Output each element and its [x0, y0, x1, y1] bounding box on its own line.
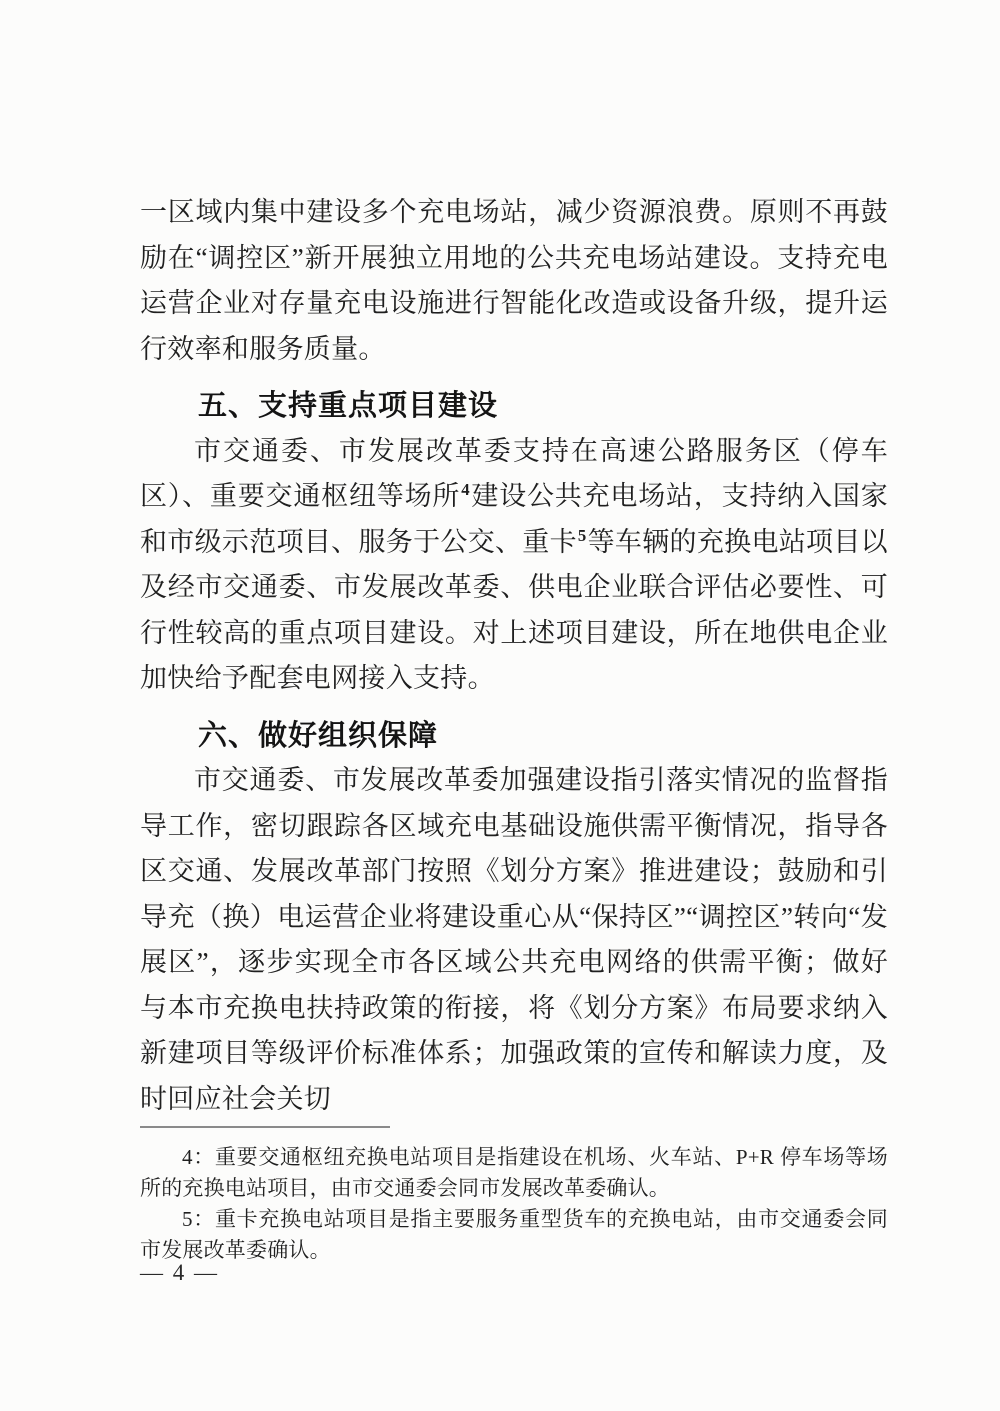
section-5-text-3: 等车辆的充换电站项目以及经市交通委、市发展改革委、供电企业联合评估必要性、可行性较高的重点项目建设。对上述项目建设，所在地供电企业加快给予配套电网接入支持。: [140, 526, 888, 693]
footnote-ref-5: 5: [577, 525, 587, 545]
footnotes-area: [140, 1126, 888, 1266]
section-6-heading: 六、做好组织保障: [198, 717, 439, 752]
footnote-ref-4: 4: [461, 480, 470, 499]
section-5-text-2: 建设公共充电场站，支持纳入国家和市级示范项目、服务于公交、重卡: [140, 481, 888, 557]
page-number: — 4 —: [140, 1260, 219, 1285]
section-5-paragraph: [140, 429, 888, 702]
section-6-paragraph: 市交通委、市发展改革委加强建设指引落实情况的监督指导工作，密切跟踪各区域充电基础设施供需平衡情况，指导各区交通、发展改革部门按照《划分方案》推进建设；鼓励和引导充（换）电运营企业将建设重心从“保持区”“调控区”转向“发展区”，逐步实现全市各区域公共充电网络的供需平衡；做好与本市充换电扶持政策的衔接，将《划分方案》布局要求纳入新建项目等级评价标准体系；加强政策的宣传和解读力度，及时回应社会关切: [140, 765, 888, 1114]
footnote-4: 4：重要交通枢纽充换电站项目是指建设在机场、火车站、P+R 停车场等场所的充换电站项目，由市交通委会同市发展改革委确认。: [140, 1145, 888, 1200]
document-body: [140, 190, 888, 1122]
footnote-5: 5：重卡充换电站项目是指主要服务重型货车的充换电站，由市交通委会同市发展改革委确认。: [140, 1207, 888, 1262]
paragraph-continuation: 一区域内集中建设多个充电场站，减少资源浪费。原则不再鼓励在“调控区”新开展独立用地的公共充电场站建设。支持充电运营企业对存量充电设施进行智能化改造或设备升级，提升运行效率和服务质量。: [140, 197, 888, 364]
footnote-separator: [140, 1126, 390, 1128]
section-5-text-1: 市交通委、市发展改革委支持在高速公路服务区（停车区）、重要交通枢纽等场所: [140, 435, 888, 511]
section-5-heading: 五、支持重点项目建设: [198, 388, 499, 422]
